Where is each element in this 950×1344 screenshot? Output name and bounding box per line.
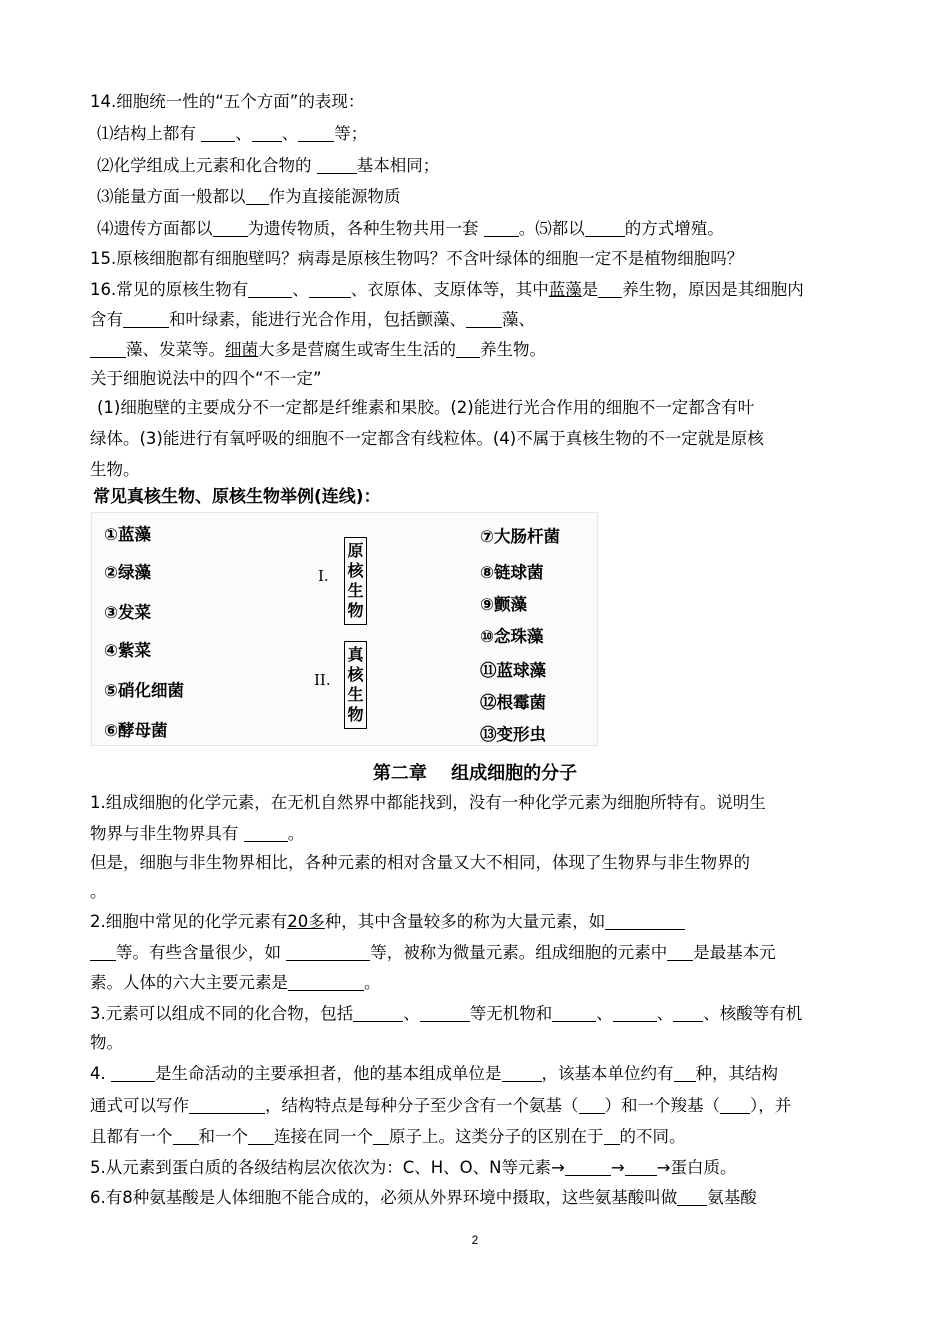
- right-item: ⑩念珠藻: [480, 627, 544, 646]
- blank[interactable]: [674, 1064, 696, 1082]
- q16-line3: 藻、发菜等。细菌大多是营腐生或寄生生活的 养生物。: [90, 334, 865, 366]
- left-item: ①蓝藻: [104, 525, 151, 544]
- c2-line1: 2.细胞中常见的化学元素有20多种，其中含量较多的称为大量元素，如: [90, 906, 865, 938]
- blank[interactable]: [248, 1127, 274, 1145]
- blank[interactable]: [252, 124, 282, 142]
- blank[interactable]: [373, 1127, 389, 1145]
- c1-line3: 但是，细胞与非生物界相比，各种元素的相对含量又大不相同，体现了生物界与非生物界的: [90, 853, 750, 872]
- right-item: ⑪蓝球藻: [480, 661, 546, 680]
- blank[interactable]: [677, 1188, 707, 1206]
- blank[interactable]: [484, 219, 519, 237]
- q15-line: 15.原核细胞都有细胞壁吗？病毒是原核生物吗？不含叶绿体的细胞一定不是植物细胞吗？: [90, 249, 744, 268]
- blank[interactable]: [625, 1158, 657, 1176]
- blank[interactable]: [605, 912, 685, 930]
- blank[interactable]: [288, 973, 364, 991]
- roman-numeral: I.: [318, 567, 329, 585]
- right-item: ⑫根霉菌: [480, 693, 546, 712]
- c1-line2: 物界与非生物界具有 。: [90, 824, 305, 843]
- blank[interactable]: [604, 1127, 620, 1145]
- page-number: 2: [471, 1233, 479, 1247]
- blank[interactable]: [420, 1004, 470, 1022]
- blank[interactable]: [667, 943, 693, 961]
- blank[interactable]: [552, 1004, 596, 1022]
- prokaryote-box: 原核生物: [344, 537, 367, 625]
- four-line1: (1)细胞壁的主要成分不一定都是纤维素和果胶。(2)能进行光合作用的细胞不一定都含有叶: [97, 398, 755, 417]
- blank[interactable]: [90, 340, 126, 358]
- blank[interactable]: [613, 1004, 657, 1022]
- chapter-heading: 第二章 组成细胞的分子: [372, 763, 578, 784]
- c2-line3: 素。人体的六大主要元素是 。: [90, 973, 381, 992]
- c2-line2: 等。有些含量很少，如 等，被称为微量元素。组成细胞的元素中 是最基本元: [90, 937, 865, 969]
- blank[interactable]: [123, 310, 169, 328]
- right-item: ⑦大肠杆菌: [480, 527, 560, 546]
- blank[interactable]: [309, 280, 351, 298]
- four-line3: 生物。: [90, 460, 140, 479]
- blank[interactable]: [585, 219, 625, 237]
- c3-line1: 3.元素可以组成不同的化合物，包括 、 等无机物和 、 、 、核酸等有机: [90, 1004, 803, 1023]
- blank[interactable]: [201, 124, 235, 142]
- left-item: ③发菜: [104, 603, 151, 622]
- blank[interactable]: [286, 943, 370, 961]
- c4-line3: 且都有一个 和一个 连接在同一个 原子上。这类分子的区别在于 的不同。: [90, 1127, 686, 1146]
- right-item: ⑨颤藻: [480, 595, 527, 614]
- q14-line2: ⑵化学组成上元素和化合物的 基本相同；: [97, 156, 440, 175]
- q16-line2: 含有 和叶绿素，能进行光合作用，包括颤藻、 藻、: [90, 310, 535, 329]
- c6-line: 6.有8种氨基酸是人体细胞不能合成的，必须从外界环境中摄取，这些氨基酸叫做 氨基酸: [90, 1188, 757, 1207]
- blank[interactable]: [353, 1004, 403, 1022]
- matching-figure: [91, 512, 598, 746]
- blank[interactable]: [298, 124, 334, 142]
- blank[interactable]: [248, 280, 292, 298]
- q14-line4: ⑷遗传方面都以 为遗传物质，各种生物共用一套 。⑸都以 的方式增殖。: [97, 219, 724, 238]
- four-line2: 绿体。(3)能进行有氧呼吸的细胞不一定都含有线粒体。(4)不属于真核生物的不一定就是原核: [90, 429, 764, 448]
- blank[interactable]: [213, 219, 248, 237]
- q14-line1: ⑴结构上都有 、 、 等；: [97, 124, 368, 143]
- roman-numeral: II.: [314, 671, 331, 689]
- blank[interactable]: [111, 1064, 155, 1082]
- right-item: ⑧链球菌: [480, 563, 544, 582]
- four-title: 关于细胞说法中的四个“不一定”: [90, 369, 322, 388]
- blank[interactable]: [502, 1064, 542, 1082]
- left-item: ②绿藻: [104, 563, 151, 582]
- blank[interactable]: [317, 156, 357, 174]
- blank[interactable]: [673, 1004, 703, 1022]
- blank[interactable]: [466, 310, 502, 328]
- c4-line2: 通式可以写作 ，结构特点是每种分子至少含有一个氨基（ ）和一个羧基（ ），并: [90, 1096, 792, 1115]
- q14-line3: ⑶能量方面一般都以 作为直接能源物质: [97, 187, 401, 206]
- left-item: ⑤硝化细菌: [104, 681, 184, 700]
- q16-line1: 16.常见的原核生物有 、 、衣原体、支原体等，其中蓝藻是 养生物，原因是其细胞内: [90, 280, 804, 299]
- left-item: ④紫菜: [104, 641, 151, 660]
- c1-line4: 。: [90, 882, 107, 901]
- blank[interactable]: [244, 824, 288, 842]
- blank[interactable]: [720, 1096, 750, 1114]
- blank[interactable]: [90, 943, 116, 961]
- blank[interactable]: [189, 1096, 265, 1114]
- figure-title: 常见真核生物、原核生物举例(连线)：: [93, 487, 381, 507]
- c3-line2: 物。: [90, 1033, 123, 1052]
- right-item: ⑬变形虫: [480, 725, 546, 744]
- blank[interactable]: [579, 1096, 605, 1114]
- blank[interactable]: [456, 340, 480, 358]
- blank[interactable]: [173, 1127, 199, 1145]
- blank[interactable]: [246, 187, 269, 205]
- left-item: ⑥酵母菌: [104, 721, 168, 740]
- q14-title: 14.细胞统一性的“五个方面”的表现：: [90, 92, 365, 111]
- blank[interactable]: [598, 280, 622, 298]
- c5-line: 5.从元素到蛋白质的各级结构层次依次为：C、H、O、N等元素→ → →蛋白质。: [90, 1158, 737, 1177]
- eukaryote-box: 真核生物: [344, 641, 367, 729]
- c1-line1: 1.组成细胞的化学元素，在无机自然界中都能找到，没有一种化学元素为细胞所特有。说明生: [90, 793, 766, 812]
- blank[interactable]: [565, 1158, 611, 1176]
- c4-line1: 4. 是生命活动的主要承担者，他的基本组成单位是 ，该基本单位约有 种，其结构: [90, 1064, 778, 1083]
